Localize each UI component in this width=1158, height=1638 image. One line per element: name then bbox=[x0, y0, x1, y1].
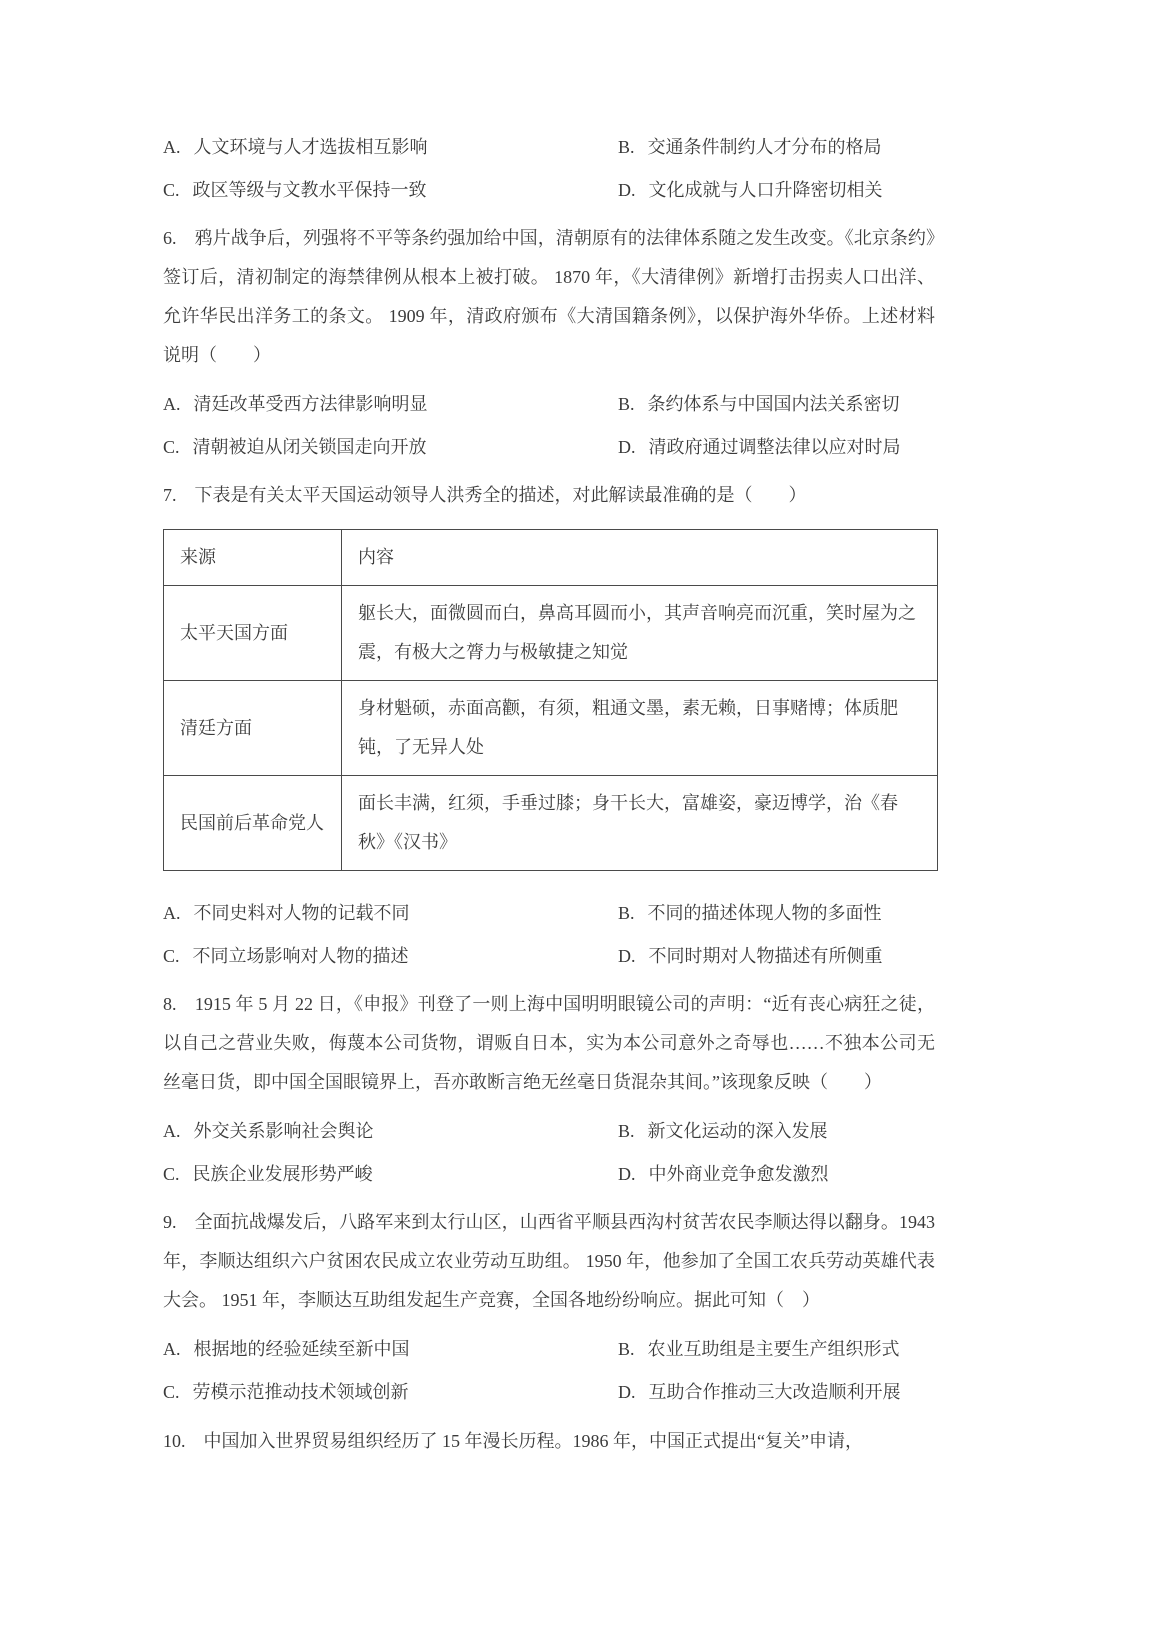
option-text: 根据地的经验延续至新中国 bbox=[193, 1339, 410, 1359]
table-cell-content: 身材魁硕，赤面高颧，有须，粗通文墨，素无赖，日事赌博；体质肥钝，了无异人处 bbox=[342, 681, 938, 776]
option-text: 中外商业竞争愈发激烈 bbox=[648, 1164, 829, 1184]
option-text: 不同的描述体现人物的多面性 bbox=[647, 903, 882, 923]
option-row bbox=[163, 1160, 935, 1188]
table-header-row bbox=[164, 530, 938, 586]
option-text: 农业互助组是主要生产组织形式 bbox=[647, 1339, 900, 1359]
description-table bbox=[163, 529, 938, 871]
question-7 bbox=[163, 476, 935, 970]
option-b bbox=[618, 390, 935, 418]
table-cell-source: 民国前后革命党人 bbox=[164, 776, 342, 871]
option-label: C. bbox=[163, 946, 180, 966]
table-row bbox=[164, 776, 938, 871]
option-label: A. bbox=[163, 1339, 181, 1359]
option-a bbox=[163, 1335, 618, 1363]
option-b bbox=[618, 1117, 935, 1145]
option-text: 政区等级与文教水平保持一致 bbox=[192, 180, 427, 200]
option-text: 清廷改革受西方法律影响明显 bbox=[193, 394, 428, 414]
option-text: 新文化运动的深入发展 bbox=[647, 1121, 828, 1141]
option-row bbox=[163, 1335, 935, 1363]
table-cell-content: 面长丰满，红须，手垂过膝；身干长大，富雄姿，豪迈博学，治《春秋》《汉书》 bbox=[342, 776, 938, 871]
option-b bbox=[618, 133, 935, 161]
option-text: 不同时期对人物描述有所侧重 bbox=[648, 946, 883, 966]
option-c bbox=[163, 942, 618, 970]
option-row bbox=[163, 1378, 935, 1406]
table-row bbox=[164, 586, 938, 681]
option-a bbox=[163, 390, 618, 418]
option-d bbox=[618, 176, 935, 204]
option-b bbox=[618, 1335, 935, 1363]
option-c bbox=[163, 176, 618, 204]
option-c bbox=[163, 1160, 618, 1188]
option-d bbox=[618, 942, 935, 970]
question-stem: 7. 下表是有关太平天国运动领导人洪秀全的描述，对此解读最准确的是（ ） bbox=[163, 485, 807, 505]
option-text: 人文环境与人才选拔相互影响 bbox=[193, 137, 428, 157]
option-label: B. bbox=[618, 394, 635, 414]
table-header-source: 来源 bbox=[164, 530, 342, 586]
option-label: D. bbox=[618, 437, 636, 457]
option-label: D. bbox=[618, 180, 636, 200]
page-content bbox=[163, 118, 935, 1467]
option-row bbox=[163, 1117, 935, 1145]
option-label: B. bbox=[618, 1121, 635, 1141]
option-label: C. bbox=[163, 180, 180, 200]
option-label: C. bbox=[163, 437, 180, 457]
question-stem: 9. 全面抗战爆发后，八路军来到太行山区，山西省平顺县西沟村贫苦农民李顺达得以翻身。1943 年，李顺达组织六户贫困农民成立农业劳动互助组。 1950 年，他参加了全国工农兵劳动英雄代表大会。 1951 年，李顺达互助组发起生产竞赛，全国各地纷纷响应。据此可知（ ） bbox=[163, 1212, 935, 1310]
option-a bbox=[163, 133, 618, 161]
option-text: 外交关系影响社会舆论 bbox=[193, 1121, 374, 1141]
option-text: 不同史料对人物的记载不同 bbox=[193, 903, 410, 923]
option-text: 清朝被迫从闭关锁国走向开放 bbox=[192, 437, 427, 457]
option-text: 交通条件制约人才分布的格局 bbox=[647, 137, 882, 157]
option-label: D. bbox=[618, 1382, 636, 1402]
option-label: A. bbox=[163, 394, 181, 414]
table-cell-source: 太平天国方面 bbox=[164, 586, 342, 681]
option-text: 文化成就与人口升降密切相关 bbox=[648, 180, 883, 200]
option-label: A. bbox=[163, 1121, 181, 1141]
question-stem: 6. 鸦片战争后，列强将不平等条约强加给中国，清朝原有的法律体系随之发生改变。《北京条约》签订后，清初制定的海禁律例从根本上被打破。 1870 年，《大清律例》新增打击拐卖人口出洋、允许华民出洋务工的条文。 1909 年，清政府颁布《大清国籍条例》，以保护海外华侨。上述材料说明（ ） bbox=[163, 228, 935, 365]
option-text: 清政府通过调整法律以应对时局 bbox=[648, 437, 901, 457]
option-label: B. bbox=[618, 903, 635, 923]
option-label: C. bbox=[163, 1164, 180, 1184]
option-text: 民族企业发展形势严峻 bbox=[192, 1164, 373, 1184]
option-text: 不同立场影响对人物的描述 bbox=[192, 946, 409, 966]
table-header-content: 内容 bbox=[342, 530, 938, 586]
option-c bbox=[163, 433, 618, 461]
option-label: D. bbox=[618, 946, 636, 966]
option-row bbox=[163, 176, 935, 204]
option-text: 条约体系与中国国内法关系密切 bbox=[647, 394, 900, 414]
option-text: 劳模示范推动技术领域创新 bbox=[192, 1382, 409, 1402]
option-row bbox=[163, 899, 935, 927]
option-d bbox=[618, 1378, 935, 1406]
option-row bbox=[163, 390, 935, 418]
option-label: A. bbox=[163, 137, 181, 157]
option-c bbox=[163, 1378, 618, 1406]
table-cell-source: 清廷方面 bbox=[164, 681, 342, 776]
question-6 bbox=[163, 219, 935, 461]
question-10 bbox=[163, 1422, 935, 1461]
option-a bbox=[163, 1117, 618, 1145]
option-text: 互助合作推动三大改造顺利开展 bbox=[648, 1382, 901, 1402]
option-d bbox=[618, 1160, 935, 1188]
option-b bbox=[618, 899, 935, 927]
question-stem: 10. 中国加入世界贸易组织经历了 15 年漫长历程。1986 年，中国正式提出“复关”申请， bbox=[163, 1431, 863, 1451]
question-stem: 8. 1915 年 5 月 22 日，《申报》刊登了一则上海中国明明眼镜公司的声明：“近有丧心病狂之徒，以自己之营业失败，侮蔑本公司货物，谓贩自日本，实为本公司意外之奇辱也……不独本公司无丝毫日货，即中国全国眼镜界上，吾亦敢断言绝无丝毫日货混杂其间。”该现象反映（ ） bbox=[163, 994, 935, 1092]
option-a bbox=[163, 899, 618, 927]
question-9 bbox=[163, 1203, 935, 1406]
option-label: C. bbox=[163, 1382, 180, 1402]
option-label: B. bbox=[618, 1339, 635, 1359]
table-cell-content: 躯长大，面微圆而白，鼻高耳圆而小，其声音响亮而沉重，笑时屋为之震，有极大之膂力与极敏捷之知觉 bbox=[342, 586, 938, 681]
option-label: D. bbox=[618, 1164, 636, 1184]
option-row bbox=[163, 433, 935, 461]
table-row bbox=[164, 681, 938, 776]
option-row bbox=[163, 133, 935, 161]
option-d bbox=[618, 433, 935, 461]
question-8 bbox=[163, 985, 935, 1188]
option-label: A. bbox=[163, 903, 181, 923]
option-label: B. bbox=[618, 137, 635, 157]
question-5-options bbox=[163, 133, 935, 204]
option-row bbox=[163, 942, 935, 970]
